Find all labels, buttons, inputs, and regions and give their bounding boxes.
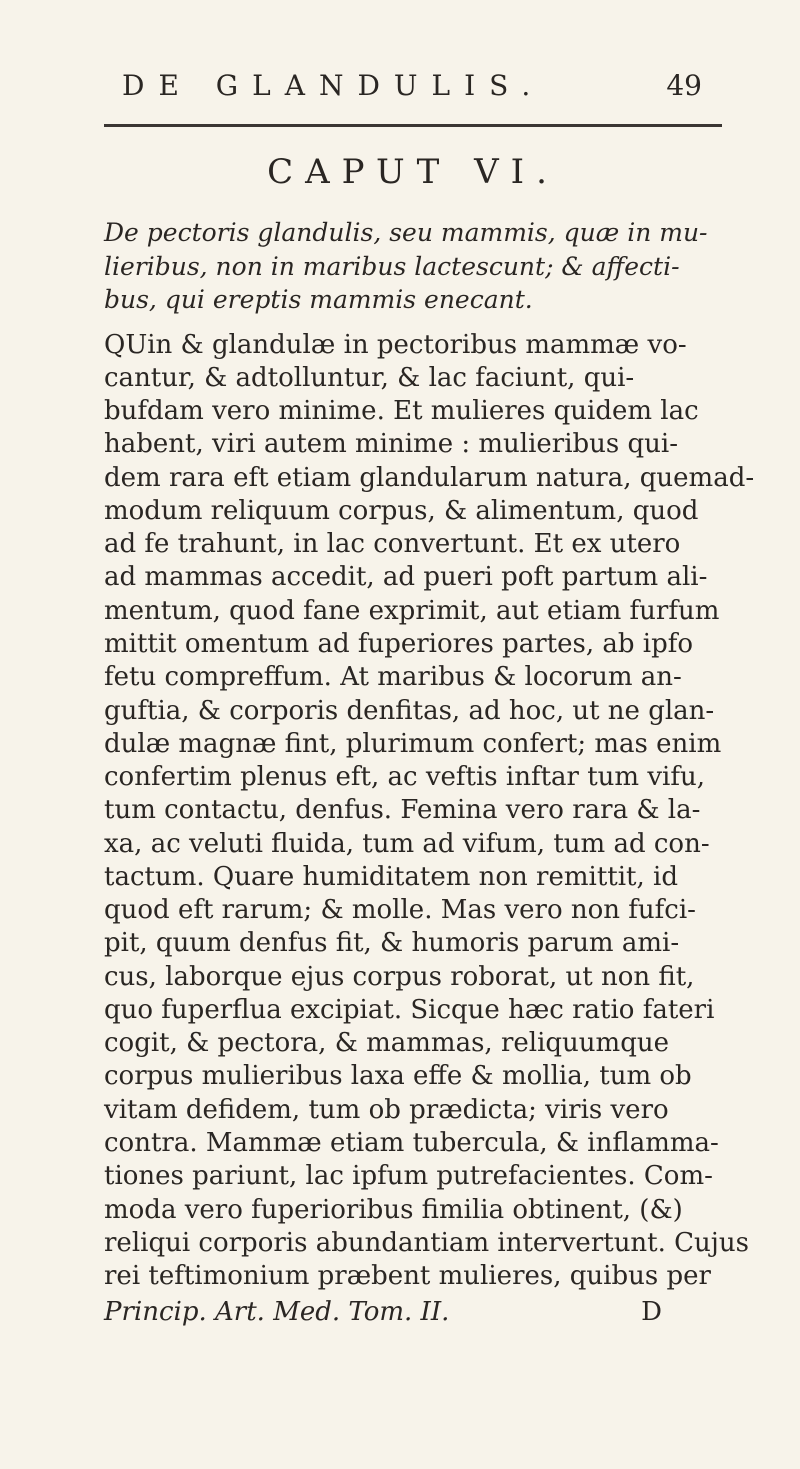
body-line: modum reliquum corpus, & alimentum, quod — [104, 495, 699, 526]
body-line: bufdam vero minime. Et mulieres quidem lac — [104, 396, 699, 427]
body-line: xa, ac veluti fluida, tum ad vifum, tum ad con- — [104, 828, 710, 859]
body-line: pit, quum denfus fit, & humoris parum ami- — [104, 928, 680, 959]
body-line: reliqui corporis abundantiam intervertunt. Cujus — [104, 1227, 749, 1258]
header-rule — [104, 124, 722, 127]
body-line: mentum, quod fane exprimit, aut etiam furfum — [104, 595, 720, 626]
running-title: DE GLANDULIS. — [122, 69, 545, 102]
page-number: 49 — [666, 69, 702, 102]
body-line: contra. Mammæ etiam tubercula, & inflamma- — [104, 1127, 719, 1158]
body-line: QUin & glandulæ in pectoribus mammæ vo- — [104, 329, 687, 360]
body-line: cus, laborque ejus corpus roborat, ut non fit, — [104, 961, 695, 992]
body-line: habent, viri autem minime : mulieribus qui- — [104, 429, 679, 460]
body-line: tum contactu, denfus. Femina vero rara & la- — [104, 795, 701, 826]
body-line: quo fuperflua excipiat. Sicque hæc ratio fateri — [104, 994, 715, 1025]
body-line: cogit, & pectora, & mammas, reliquumque — [104, 1028, 669, 1059]
running-head — [104, 69, 722, 112]
body-line: vitam defidem, tum ob prædicta; viris vero — [104, 1094, 669, 1125]
body-line: tactum. Quare humiditatem non remittit, id — [104, 861, 678, 892]
footer-signature: D — [641, 1297, 662, 1328]
body-line: ad mammas accedit, ad pueri poft partum ali- — [104, 562, 708, 593]
body-line: quod eft rarum; & molle. Mas vero non fufci- — [104, 895, 696, 926]
page-footer — [104, 1297, 722, 1337]
chapter-subtitle — [104, 216, 722, 317]
body-line: confertim plenus eft, ac veftis inftar tum vifu, — [104, 762, 705, 793]
body-line: tiones pariunt, lac ipfum putrefacientes. Com- — [104, 1161, 713, 1192]
body-line: dulæ magnæ fint, plurimum confert; mas enim — [104, 728, 722, 759]
body-line: fetu compreffum. At maribus & locorum an- — [104, 662, 682, 693]
body-line: rei teftimonium præbent mulieres, quibus per — [104, 1261, 711, 1292]
body-line: corpus mulieribus laxa effe & mollia, tum ob — [104, 1061, 692, 1092]
body-line: moda vero fuperioribus fimilia obtinent, (&) — [104, 1194, 683, 1225]
body-line: cantur, & adtolluntur, & lac faciunt, qui- — [104, 362, 635, 393]
subtitle-line: lieribus, non in maribus lactescunt; & affecti- — [104, 251, 680, 281]
body-line: dem rara eft etiam glandularum natura, quemad- — [104, 462, 755, 493]
chapter-title: CAPUT VI. — [267, 152, 559, 192]
footer-source: Princip. Art. Med. Tom. II. — [104, 1297, 450, 1328]
body-line: guftia, & corporis denfitas, ad hoc, ut ne glan- — [104, 695, 715, 726]
body-text — [104, 329, 755, 1294]
body-line: mittit omentum ad fuperiores partes, ab ipfo — [104, 628, 693, 659]
subtitle-line: De pectoris glandulis, seu mammis, quæ in mu- — [104, 218, 708, 248]
body-line: ad fe trahunt, in lac convertunt. Et ex utero — [104, 529, 681, 560]
subtitle-line: bus, qui ereptis mammis enecant. — [104, 285, 533, 315]
